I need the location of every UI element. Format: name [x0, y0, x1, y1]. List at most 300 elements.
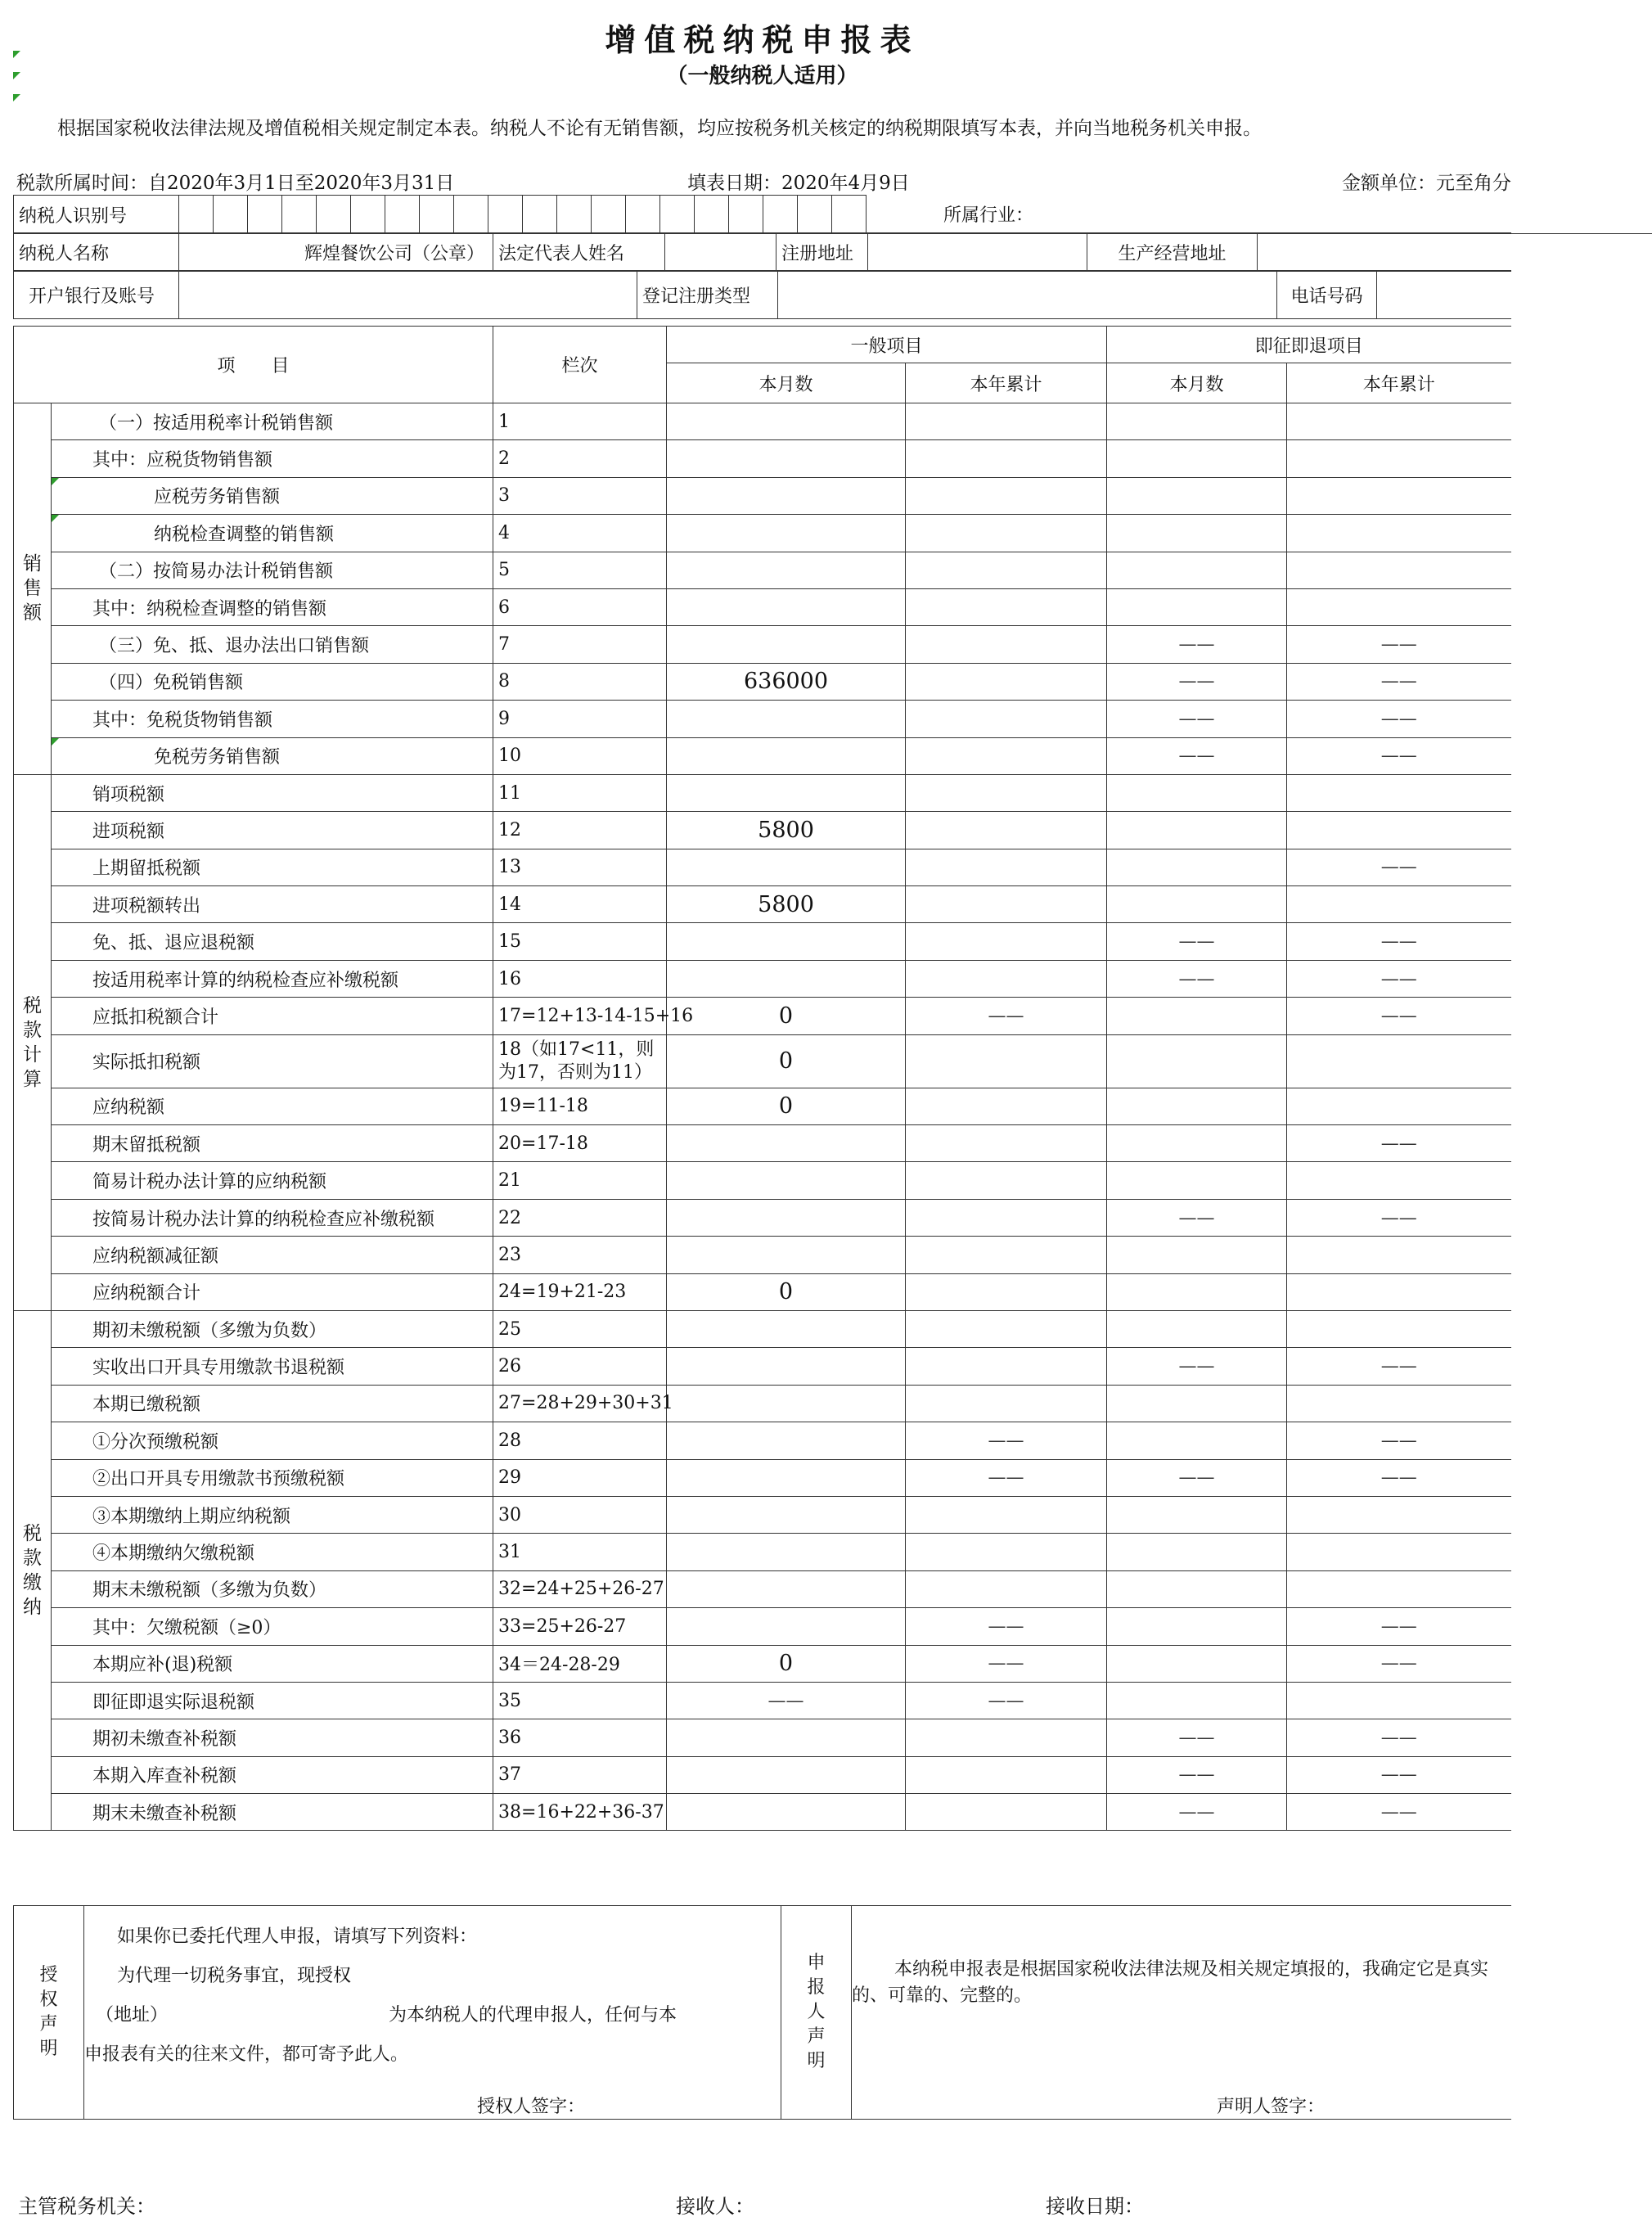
form-title: 增值税纳税申报表 [605, 21, 920, 58]
immediate-month-value[interactable] [1107, 1534, 1287, 1570]
general-year-value[interactable] [906, 1310, 1107, 1347]
table-row [14, 737, 1511, 774]
row-column-number: 36 [493, 1719, 667, 1756]
taxpayer-id-digit[interactable] [454, 196, 488, 234]
immediate-year-value[interactable] [1287, 1162, 1511, 1199]
immediate-month-value[interactable] [1107, 1034, 1287, 1088]
row-item-label: 其中：免税货物销售额 [52, 701, 493, 737]
row-column-number: 21 [493, 1162, 667, 1199]
immediate-year-value[interactable]: —— [1287, 1348, 1511, 1385]
immediate-year-value[interactable]: —— [1287, 1422, 1511, 1459]
declarant-statement-text: 本纳税申报表是根据国家税收法律法规及相关规定填报的，我确定它是真实的、可靠的、完整的。 [852, 1959, 1489, 2006]
immediate-month-value[interactable] [1107, 774, 1287, 811]
row-column-number: 3 [493, 477, 667, 514]
immediate-month-value[interactable] [1107, 1162, 1287, 1199]
immediate-month-value[interactable] [1107, 403, 1287, 440]
taxpayer-name-table [13, 232, 1511, 272]
immediate-month-value[interactable] [1107, 998, 1287, 1034]
general-year-value[interactable] [906, 1385, 1107, 1422]
immediate-month-value[interactable] [1107, 1608, 1287, 1645]
taxpayer-id-digit[interactable] [592, 196, 626, 234]
immediate-year-value[interactable] [1287, 403, 1511, 440]
general-month-value[interactable] [667, 1459, 906, 1496]
general-year-value[interactable] [906, 515, 1107, 552]
general-year-value[interactable] [906, 960, 1107, 997]
general-month-value[interactable] [667, 403, 906, 440]
taxpayer-name-label: 纳税人名称 [14, 233, 179, 272]
table-row [14, 886, 1511, 923]
cell-marker [52, 478, 59, 485]
row-item-label: （四）免税销售额 [52, 663, 493, 700]
immediate-month-value[interactable]: —— [1107, 737, 1287, 774]
auth-line-2: 为代理一切税务事宜，现授权 [117, 1966, 352, 1986]
general-month-value[interactable]: 0 [667, 1034, 906, 1088]
row-item-label: 进项税额转出 [52, 886, 493, 923]
row-item-label: 期末未缴税额（多缴为负数） [52, 1570, 493, 1607]
immediate-year-value[interactable] [1287, 552, 1511, 588]
immediate-year-value[interactable] [1287, 1310, 1511, 1347]
table-row [14, 588, 1511, 625]
general-month-value[interactable]: 0 [667, 1645, 906, 1682]
general-year-value[interactable] [906, 849, 1107, 885]
auth-line-4: 申报表有关的往来文件，都可寄予此人。 [84, 2044, 409, 2065]
general-month-value[interactable] [667, 1534, 906, 1570]
immediate-year-value[interactable] [1287, 1682, 1511, 1719]
tax-period: 税款所属时间：自2020年3月1日至2020年3月31日 [16, 173, 455, 194]
taxpayer-id-digit[interactable] [832, 196, 867, 234]
general-month-value[interactable]: 5800 [667, 886, 906, 923]
row-column-number: 38=16+22+36-37 [493, 1794, 667, 1831]
immediate-month-value[interactable]: —— [1107, 923, 1287, 960]
general-year-value[interactable] [906, 737, 1107, 774]
general-year-value[interactable] [906, 477, 1107, 514]
immediate-month-value[interactable] [1107, 440, 1287, 477]
general-month-value[interactable] [667, 626, 906, 663]
general-month-value[interactable] [667, 1794, 906, 1831]
general-year-value[interactable] [906, 1125, 1107, 1162]
immediate-year-value[interactable] [1287, 1273, 1511, 1310]
general-year-value[interactable] [906, 812, 1107, 849]
table-row [14, 1273, 1511, 1310]
immediate-year-value[interactable]: —— [1287, 1719, 1511, 1756]
immediate-year-value[interactable] [1287, 1534, 1511, 1570]
taxpayer-name-value[interactable]: 辉煌餐饮公司（公章） [179, 233, 493, 272]
row-column-number: 28 [493, 1422, 667, 1459]
reg-type-label: 登记注册类型 [637, 271, 778, 319]
general-year-value[interactable]: —— [906, 1645, 1107, 1682]
immediate-year-value[interactable] [1287, 588, 1511, 625]
general-year-value[interactable] [906, 1273, 1107, 1310]
row-column-number: 30 [493, 1496, 667, 1533]
declarant-signature[interactable]: 声明人签字： [1217, 2097, 1326, 2117]
general-year-value[interactable] [906, 1237, 1107, 1273]
immediate-year-value[interactable]: —— [1287, 923, 1511, 960]
general-month-value[interactable]: —— [667, 1682, 906, 1719]
general-year-value[interactable] [906, 1756, 1107, 1793]
tax-authority-label: 主管税务机关： [18, 2195, 155, 2218]
immediate-month-value[interactable] [1107, 886, 1287, 923]
general-year-value[interactable] [906, 552, 1107, 588]
taxpayer-id-digit[interactable] [282, 196, 317, 234]
general-month-value[interactable]: 0 [667, 998, 906, 1034]
row-item-label: 按简易计税办法计算的纳税检查应补缴税额 [52, 1199, 493, 1236]
category-tax-calc: 税款计算 [14, 774, 52, 1310]
phone-value[interactable] [1377, 271, 1511, 319]
immediate-year-value[interactable]: —— [1287, 1794, 1511, 1831]
immediate-year-value[interactable] [1287, 1496, 1511, 1533]
row-column-number: 10 [493, 737, 667, 774]
taxpayer-id-digit[interactable] [695, 196, 729, 234]
table-row [14, 1162, 1511, 1199]
general-month-value[interactable] [667, 1385, 906, 1422]
taxpayer-id-digit[interactable] [385, 196, 420, 234]
row-column-number: 35 [493, 1682, 667, 1719]
immediate-month-value[interactable] [1107, 849, 1287, 885]
table-row [14, 1237, 1511, 1273]
row-item-label: 期初未缴查补税额 [52, 1719, 493, 1756]
immediate-month-value[interactable]: —— [1107, 1199, 1287, 1236]
form-subtitle: （一般纳税人适用） [666, 64, 858, 88]
immediate-year-value[interactable]: —— [1287, 1756, 1511, 1793]
general-month-value[interactable] [667, 1237, 906, 1273]
cell-marker [52, 738, 59, 746]
reg-address-value[interactable] [868, 233, 1087, 272]
general-year-value[interactable] [906, 1534, 1107, 1570]
general-month-value[interactable]: 5800 [667, 812, 906, 849]
general-year-value[interactable] [906, 403, 1107, 440]
general-month-value[interactable] [667, 1125, 906, 1162]
table-row [14, 663, 1511, 700]
general-month-value[interactable] [667, 552, 906, 588]
taxpayer-id-digit[interactable] [317, 196, 351, 234]
general-year-value[interactable]: —— [906, 998, 1107, 1034]
row-column-number: 19=11-18 [493, 1088, 667, 1124]
immediate-month-value[interactable] [1107, 1273, 1287, 1310]
general-month-value[interactable] [667, 774, 906, 811]
row-column-number: 15 [493, 923, 667, 960]
receive-date-label: 接收日期： [1046, 2195, 1144, 2218]
general-month-value[interactable] [667, 1310, 906, 1347]
table-row [14, 1682, 1511, 1719]
general-month-value[interactable]: 0 [667, 1273, 906, 1310]
taxpayer-id-digit[interactable] [488, 196, 523, 234]
immediate-year-value[interactable]: —— [1287, 998, 1511, 1034]
taxpayer-id-digit[interactable] [214, 196, 248, 234]
taxpayer-id-digit[interactable] [798, 196, 832, 234]
general-year-value[interactable] [906, 1348, 1107, 1385]
row-column-number: 13 [493, 849, 667, 885]
immediate-month-value[interactable] [1107, 515, 1287, 552]
intro-text: 根据国家税收法律法规及增值税相关规定制定本表。纳税人不论有无销售额，均应按税务机关核定的纳税期限填写本表，并向当地税务机关申报。 [57, 118, 1262, 139]
table-row [14, 1088, 1511, 1124]
table-row [14, 1534, 1511, 1570]
general-year-value[interactable] [906, 923, 1107, 960]
immediate-month-value[interactable] [1107, 1645, 1287, 1682]
row-item-label: 按适用税率计算的纳税检查应补缴税额 [52, 960, 493, 997]
general-month-value[interactable] [667, 960, 906, 997]
taxpayer-id-label: 纳税人识别号 [14, 196, 179, 234]
immediate-year-value[interactable] [1287, 774, 1511, 811]
general-month-value[interactable] [667, 1422, 906, 1459]
general-year-value[interactable]: —— [906, 1608, 1107, 1645]
auth-declaration-body [84, 1906, 781, 2120]
immediate-month-value[interactable] [1107, 588, 1287, 625]
general-year-value[interactable] [906, 1570, 1107, 1607]
immediate-month-value[interactable] [1107, 1088, 1287, 1124]
row-item-label: 进项税额 [52, 812, 493, 849]
general-year-value[interactable]: —— [906, 1459, 1107, 1496]
row-column-number: 24=19+21-23 [493, 1273, 667, 1310]
row-column-number: 23 [493, 1237, 667, 1273]
table-row [14, 1422, 1511, 1459]
taxpayer-id-digit[interactable] [523, 196, 557, 234]
general-month-value[interactable] [667, 1496, 906, 1533]
industry-label: 所属行业： [867, 196, 1652, 234]
row-column-number: 8 [493, 663, 667, 700]
category-sales: 销售额 [14, 403, 52, 775]
general-month-value[interactable] [667, 923, 906, 960]
table-row [14, 440, 1511, 477]
immediate-year-value[interactable]: —— [1287, 1459, 1511, 1496]
row-item-label: 免、抵、退应退税额 [52, 923, 493, 960]
immediate-month-value[interactable] [1107, 1422, 1287, 1459]
auth-line-3a: （地址） [96, 2005, 169, 2025]
immediate-year-value[interactable] [1287, 1237, 1511, 1273]
general-year-value[interactable] [906, 1088, 1107, 1124]
row-item-label: 其中：欠缴税额（≥0） [52, 1608, 493, 1645]
immediate-year-value[interactable]: —— [1287, 626, 1511, 663]
immediate-year-value[interactable]: —— [1287, 1645, 1511, 1682]
general-month-value[interactable] [667, 1608, 906, 1645]
immediate-year-value[interactable]: —— [1287, 849, 1511, 885]
row-item-label: ④本期缴纳欠缴税额 [52, 1534, 493, 1570]
auth-declaration-label: 授权声明 [14, 1906, 84, 2120]
general-year-value[interactable] [906, 1162, 1107, 1199]
row-item-label: ①分次预缴税额 [52, 1422, 493, 1459]
general-year-value[interactable] [906, 588, 1107, 625]
general-year-value[interactable]: —— [906, 1682, 1107, 1719]
table-row [14, 1385, 1511, 1422]
row-item-label: 应纳税额 [52, 1088, 493, 1124]
taxpayer-id-digit[interactable] [248, 196, 282, 234]
general-month-value[interactable] [667, 701, 906, 737]
header-immediate-year: 本年累计 [1287, 363, 1511, 403]
taxpayer-id-digit[interactable] [420, 196, 454, 234]
fill-date: 填表日期：2020年4月9日 [687, 173, 910, 194]
header-general-year: 本年累计 [906, 363, 1107, 403]
legal-rep-value[interactable] [665, 233, 776, 272]
row-column-number: 25 [493, 1310, 667, 1347]
general-month-value[interactable] [667, 1162, 906, 1199]
row-column-number: 32=24+25+26-27 [493, 1570, 667, 1607]
immediate-month-value[interactable] [1107, 552, 1287, 588]
immediate-month-value[interactable]: —— [1107, 626, 1287, 663]
immediate-month-value[interactable]: —— [1107, 1756, 1287, 1793]
general-year-value[interactable] [906, 626, 1107, 663]
taxpayer-info-table [13, 195, 1652, 234]
auth-signature[interactable]: 授权人签字： [477, 2097, 586, 2117]
general-month-value[interactable]: 0 [667, 1088, 906, 1124]
row-item-label: 简易计税办法计算的应纳税额 [52, 1162, 493, 1199]
immediate-year-value[interactable] [1287, 1570, 1511, 1607]
immediate-year-value[interactable] [1287, 515, 1511, 552]
legal-rep-label: 法定代表人姓名 [493, 233, 665, 272]
table-row [14, 515, 1511, 552]
row-column-number: 9 [493, 701, 667, 737]
table-row [14, 403, 1511, 440]
row-column-number: 16 [493, 960, 667, 997]
row-column-number: 18（如17<11，则为17，否则为11） [493, 1034, 667, 1088]
row-item-label: 本期入库查补税额 [52, 1756, 493, 1793]
row-column-number: 29 [493, 1459, 667, 1496]
immediate-month-value[interactable]: —— [1107, 960, 1287, 997]
biz-address-value[interactable] [1258, 233, 1511, 272]
immediate-month-value[interactable] [1107, 1385, 1287, 1422]
general-year-value[interactable] [906, 701, 1107, 737]
general-month-value[interactable] [667, 1756, 906, 1793]
immediate-year-value[interactable] [1287, 1088, 1511, 1124]
table-row [14, 1756, 1511, 1793]
immediate-year-value[interactable] [1287, 440, 1511, 477]
taxpayer-id-digit[interactable] [763, 196, 798, 234]
receiver-label: 接收人： [676, 2195, 754, 2218]
row-item-label: 期初未缴税额（多缴为负数） [52, 1310, 493, 1347]
table-row [14, 626, 1511, 663]
general-month-value[interactable] [667, 737, 906, 774]
general-year-value[interactable] [906, 1496, 1107, 1533]
row-item-label: 即征即退实际退税额 [52, 1682, 493, 1719]
row-item-label: 实收出口开具专用缴款书退税额 [52, 1348, 493, 1385]
general-year-value[interactable] [906, 1719, 1107, 1756]
row-item-label: （二）按简易办法计税销售额 [52, 552, 493, 588]
header-general-month: 本月数 [667, 363, 906, 403]
immediate-year-value[interactable]: —— [1287, 701, 1511, 737]
general-year-value[interactable] [906, 440, 1107, 477]
declarant-statement-body [852, 1906, 1511, 2120]
cell-marker [52, 515, 59, 522]
taxpayer-id-digit[interactable] [557, 196, 592, 234]
row-column-number: 17=12+13-14-15+16 [493, 998, 667, 1034]
immediate-month-value[interactable] [1107, 1237, 1287, 1273]
general-month-value[interactable] [667, 1199, 906, 1236]
general-month-value[interactable] [667, 440, 906, 477]
table-row [14, 849, 1511, 885]
general-month-value[interactable] [667, 1348, 906, 1385]
immediate-year-value[interactable] [1287, 886, 1511, 923]
immediate-year-value[interactable] [1287, 1385, 1511, 1422]
row-item-label: 期末留抵税额 [52, 1125, 493, 1162]
taxpayer-id-digit[interactable] [179, 196, 214, 234]
general-year-value[interactable] [906, 1794, 1107, 1831]
table-row [14, 552, 1511, 588]
general-year-value[interactable] [906, 1199, 1107, 1236]
row-item-label: 应抵扣税额合计 [52, 998, 493, 1034]
row-item-label: 本期应补(退)税额 [52, 1645, 493, 1682]
immediate-year-value[interactable]: —— [1287, 1125, 1511, 1162]
row-column-number: 2 [493, 440, 667, 477]
row-item-label: 期末未缴查补税额 [52, 1794, 493, 1831]
immediate-month-value[interactable] [1107, 477, 1287, 514]
taxpayer-id-digit[interactable] [626, 196, 660, 234]
immediate-year-value[interactable] [1287, 812, 1511, 849]
general-month-value[interactable] [667, 515, 906, 552]
immediate-year-value[interactable]: —— [1287, 737, 1511, 774]
immediate-month-value[interactable] [1107, 1682, 1287, 1719]
general-year-value[interactable] [906, 774, 1107, 811]
immediate-month-value[interactable] [1107, 1570, 1287, 1607]
immediate-month-value[interactable]: —— [1107, 663, 1287, 700]
declarant-statement-label: 申报人声明 [781, 1906, 852, 2120]
immediate-month-value[interactable] [1107, 812, 1287, 849]
amount-unit: 金额单位：元至角分 [1342, 173, 1511, 194]
table-row [14, 1496, 1511, 1533]
immediate-month-value[interactable]: —— [1107, 1348, 1287, 1385]
header-immediate-month: 本月数 [1107, 363, 1287, 403]
bank-value[interactable] [179, 271, 637, 319]
immediate-month-value[interactable] [1107, 1496, 1287, 1533]
general-month-value[interactable] [667, 1570, 906, 1607]
header-item: 项 目 [14, 327, 493, 403]
immediate-year-value[interactable]: —— [1287, 1199, 1511, 1236]
general-year-value[interactable] [906, 663, 1107, 700]
general-year-value[interactable] [906, 886, 1107, 923]
row-item-label: 其中：应税货物销售额 [52, 440, 493, 477]
reg-address-label: 注册地址 [776, 233, 868, 272]
row-item-label: 销项税额 [52, 774, 493, 811]
general-month-value[interactable] [667, 588, 906, 625]
general-month-value[interactable] [667, 1719, 906, 1756]
reg-type-value[interactable] [778, 271, 1277, 319]
immediate-year-value[interactable]: —— [1287, 1608, 1511, 1645]
taxpayer-id-digit[interactable] [660, 196, 695, 234]
immediate-month-value[interactable] [1107, 1125, 1287, 1162]
general-month-value[interactable] [667, 849, 906, 885]
row-item-label: 其中：纳税检查调整的销售额 [52, 588, 493, 625]
table-row [14, 960, 1511, 997]
table-row [14, 1645, 1511, 1682]
row-item-label: （一）按适用税率计税销售额 [52, 403, 493, 440]
immediate-year-value[interactable] [1287, 1034, 1511, 1088]
taxpayer-id-digit[interactable] [729, 196, 763, 234]
general-year-value[interactable]: —— [906, 1422, 1107, 1459]
immediate-year-value[interactable] [1287, 477, 1511, 514]
immediate-year-value[interactable]: —— [1287, 960, 1511, 997]
table-row [14, 1310, 1511, 1347]
general-year-value[interactable] [906, 1034, 1107, 1088]
taxpayer-id-digit[interactable] [351, 196, 385, 234]
immediate-year-value[interactable]: —— [1287, 663, 1511, 700]
immediate-month-value[interactable]: —— [1107, 1794, 1287, 1831]
declaration-table [13, 1905, 1511, 2120]
row-column-number: 22 [493, 1199, 667, 1236]
phone-label: 电话号码 [1277, 271, 1377, 319]
row-item-label: 纳税检查调整的销售额 [52, 515, 493, 552]
general-month-value[interactable]: 636000 [667, 663, 906, 700]
immediate-month-value[interactable]: —— [1107, 1719, 1287, 1756]
general-month-value[interactable] [667, 477, 906, 514]
table-row [14, 923, 1511, 960]
table-row [14, 701, 1511, 737]
row-column-number: 6 [493, 588, 667, 625]
immediate-month-value[interactable] [1107, 1310, 1287, 1347]
table-row [14, 1608, 1511, 1645]
immediate-month-value[interactable]: —— [1107, 701, 1287, 737]
row-item-label: ②出口开具专用缴款书预缴税额 [52, 1459, 493, 1496]
biz-address-label: 生产经营地址 [1087, 233, 1258, 272]
vat-return-body [14, 403, 1511, 1831]
row-column-number: 26 [493, 1348, 667, 1385]
immediate-month-value[interactable]: —— [1107, 1459, 1287, 1496]
